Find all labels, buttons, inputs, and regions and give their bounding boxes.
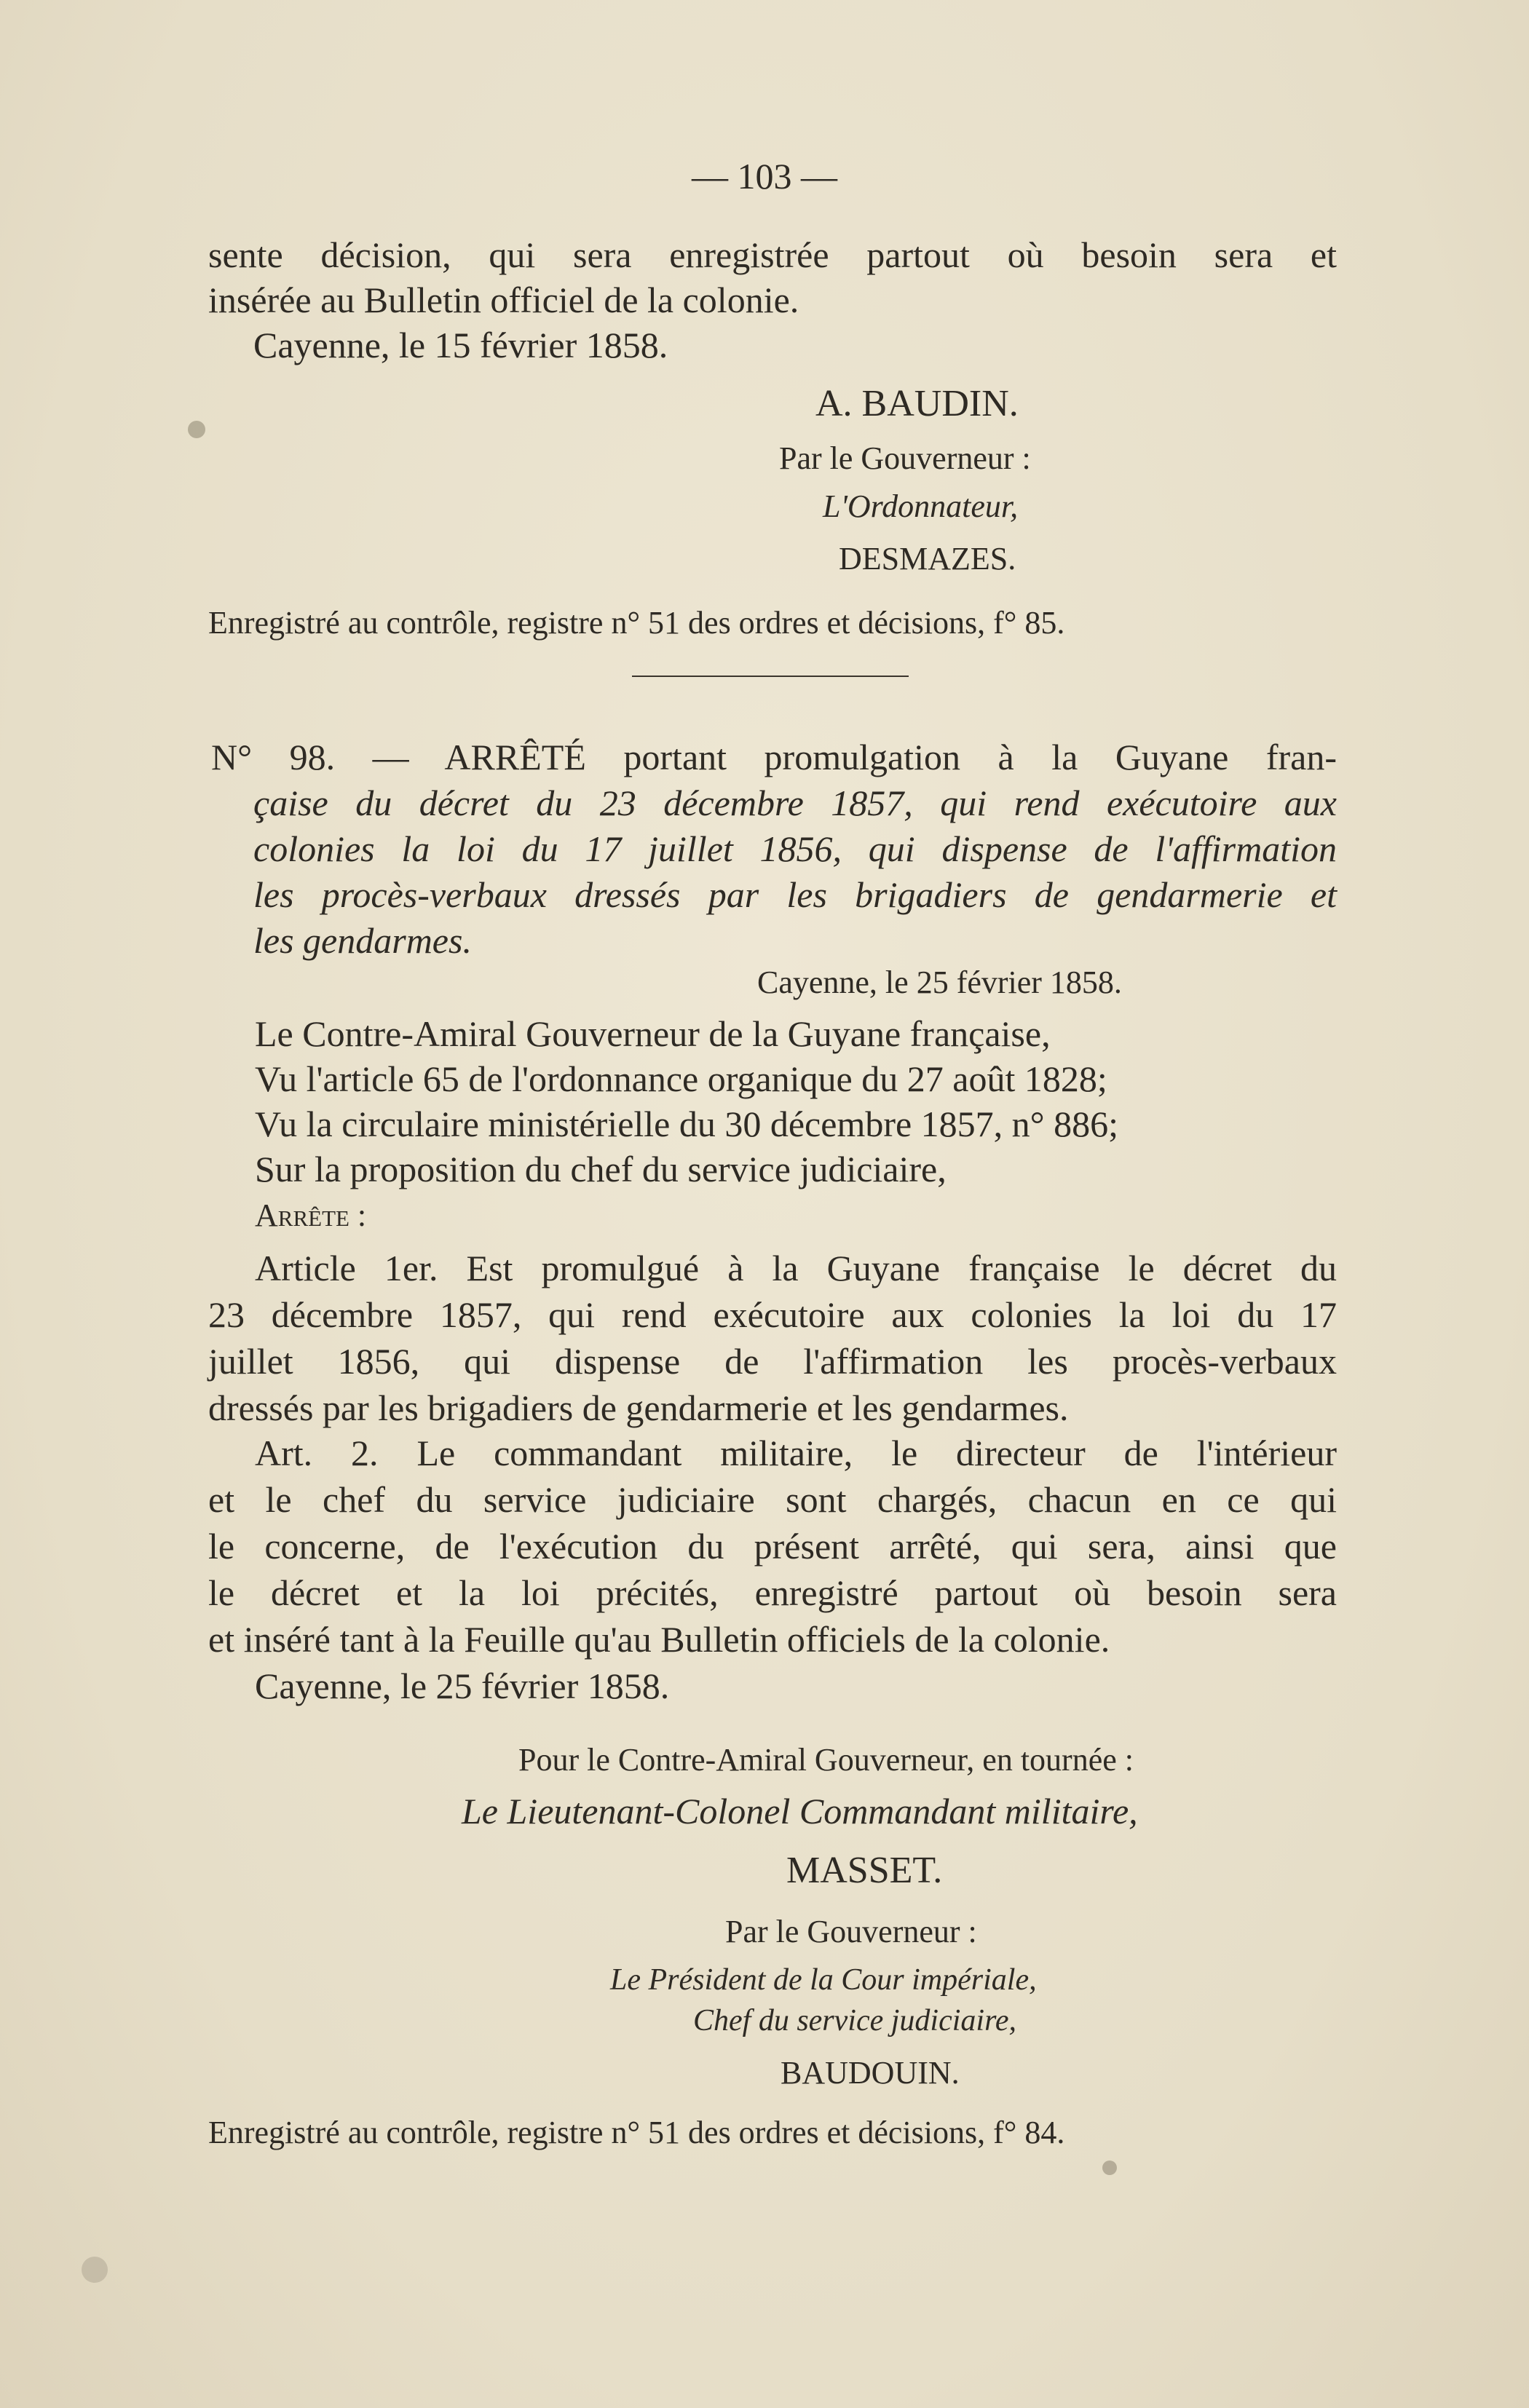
- preamble-vu-article: Vu l'article 65 de l'ordonnance organique du 27 août 1828;: [255, 1058, 1107, 1099]
- continuation-date: Cayenne, le 15 février 1858.: [253, 325, 668, 365]
- arrete-heading-line-5: les gendarmes.: [253, 920, 472, 961]
- signature1-par: Par le Gouverneur :: [779, 440, 1031, 476]
- registration-note-1: Enregistré au contrôle, registre n° 51 des ordres et décisions, f° 85.: [208, 605, 1065, 641]
- article1-line-2: 23 décembre 1857, qui rend exécutoire aux colonies la loi du 17: [208, 1294, 1337, 1335]
- section-divider: [632, 676, 909, 677]
- article2-line-5: et inséré tant à la Feuille qu'au Bulletin officiels de la colonie.: [208, 1619, 1110, 1660]
- signature2-title: Le Lieutenant-Colonel Commandant militaire,: [462, 1791, 1138, 1831]
- article2-line-4: le décret et la loi précités, enregistré partout où besoin sera: [208, 1572, 1337, 1613]
- signature2-title2-line-2: Chef du service judiciaire,: [693, 2004, 1016, 2037]
- signature2-par: Par le Gouverneur :: [725, 1914, 977, 1949]
- registration-note-2: Enregistré au contrôle, registre n° 51 des ordres et décisions, f° 84.: [208, 2115, 1065, 2150]
- arrete-heading-line-2: çaise du décret du 23 décembre 1857, qui rend exécutoire aux: [253, 783, 1337, 823]
- signature1-name: A. BAUDIN.: [815, 383, 1019, 424]
- preamble-governor: Le Contre-Amiral Gouverneur de la Guyane française,: [255, 1013, 1051, 1054]
- signature2-pour: Pour le Contre-Amiral Gouverneur, en tournée :: [518, 1742, 1134, 1778]
- arrete-heading-line-1: N° 98. — ARRÊTÉ portant promulgation à la Guyane fran-: [211, 737, 1337, 777]
- signature2-name: MASSET.: [786, 1850, 943, 1891]
- preamble-proposition: Sur la proposition du chef du service judiciaire,: [255, 1149, 947, 1189]
- article2-line-2: et le chef du service judiciaire sont chargés, chacun en ce qui: [208, 1479, 1337, 1520]
- signature1-title: L'Ordonnateur,: [823, 488, 1019, 524]
- article2-line-1: Art. 2. Le commandant militaire, le directeur de l'intérieur: [255, 1433, 1337, 1473]
- signature1-signer: DESMAZES.: [839, 541, 1016, 577]
- article1-line-1: Article 1er. Est promulgué à la Guyane française le décret du: [255, 1248, 1337, 1288]
- signature2-signer: BAUDOUIN.: [781, 2055, 960, 2091]
- article1-line-4: dressés par les brigadiers de gendarmerie et les gendarmes.: [208, 1387, 1069, 1428]
- paper-stain: [188, 421, 205, 438]
- preamble-vu-circulaire: Vu la circulaire ministérielle du 30 décembre 1857, n° 886;: [255, 1104, 1119, 1144]
- continuation-line-2: insérée au Bulletin officiel de la colonie.: [208, 280, 799, 320]
- arrete-date-line: Cayenne, le 25 février 1858.: [757, 965, 1122, 1000]
- arrete-heading-line-3: colonies la loi du 17 juillet 1856, qui dispense de l'affirmation: [253, 828, 1337, 869]
- page-number: — 103 —: [692, 156, 837, 197]
- paper-stain: [82, 2257, 108, 2283]
- arrete-label: Arrête :: [255, 1197, 367, 1233]
- article1-line-3: juillet 1856, qui dispense de l'affirmation les procès-verbaux: [208, 1341, 1337, 1382]
- arrete-heading-line-4: les procès-verbaux dressés par les brigadiers de gendarmerie et: [253, 874, 1337, 915]
- signature2-title2-line-1: Le Président de la Cour impériale,: [610, 1963, 1037, 1997]
- continuation-line-1: sente décision, qui sera enregistrée partout où besoin sera et: [208, 234, 1337, 275]
- article2-line-3: le concerne, de l'exécution du présent arrêté, qui sera, ainsi que: [208, 1526, 1337, 1567]
- paper-stain: [1102, 2161, 1117, 2175]
- closing-date: Cayenne, le 25 février 1858.: [255, 1666, 670, 1706]
